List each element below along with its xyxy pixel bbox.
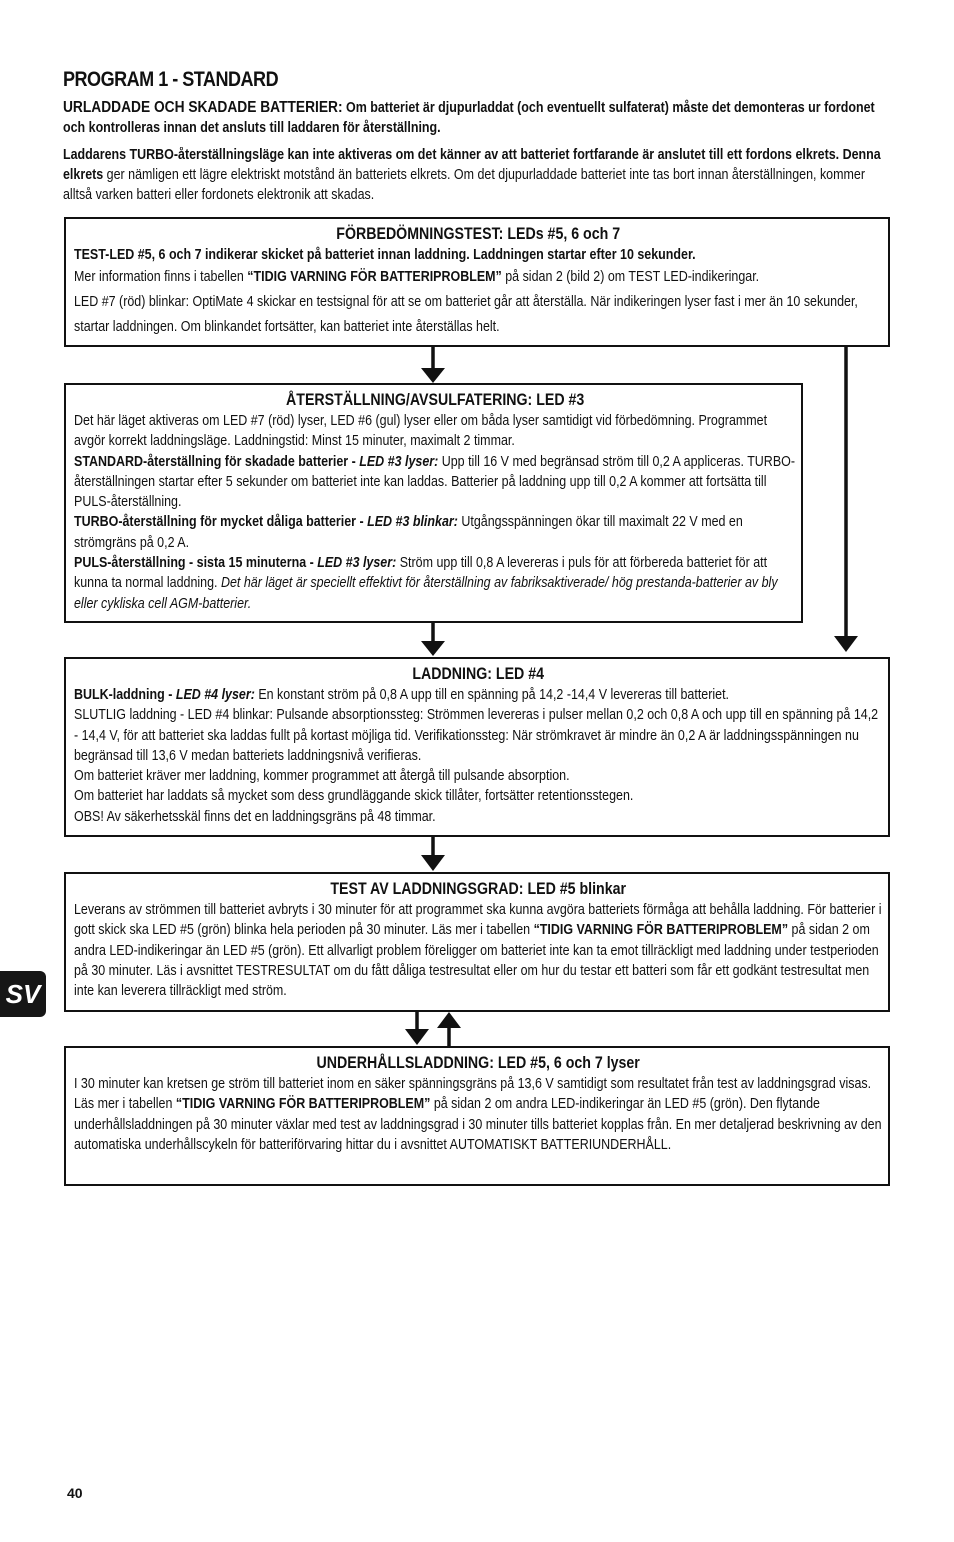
soc-test-ref: “TIDIG VARNING FÖR BATTERIPROBLEM” xyxy=(533,922,789,939)
recovery-intro: Det här läget aktiveras om LED #7 (röd) lyser, LED #6 (gul) lyser eller om båda lyser samtidigt vid förbedömning. Programmet avgör korrekt laddningsläge. Laddningstid: Minst 15 minuter, maximalt 2 timmar. xyxy=(74,413,768,450)
soc-test-box xyxy=(64,872,890,1012)
intro-heading: URLADDADE OCH SKADADE BATTERIER: xyxy=(63,99,343,116)
assessment-line2-ref: “TIDIG VARNING FÖR BATTERIPROBLEM” xyxy=(247,269,502,285)
charging-title: LADDNING: LED #4 xyxy=(412,665,545,683)
recovery-puls-label: PULS-återställning - sista 15 minuterna - xyxy=(74,555,318,572)
soc-test-text-a: Leverans av strömmen till batteriet avbryts i 30 minuter för att programmet ska kunna avgöra batteriets förmåga att behålla laddning. För batterier i gott skick ska LED #5 (grön) blinka hela perioden på 30 minuter. Läs mer i tabellen xyxy=(74,902,882,939)
arrowhead-up xyxy=(437,1012,461,1028)
charging-bulk-text: En konstant ström på 0,8 A upp till en spänning på 14,2 -14,4 V levereras till batteriet. xyxy=(254,687,730,703)
soc-test-text-b: på sidan 2 om andra LED-indikeringar än LED #5 (grön). Ett allvarligt problem föreligger om batteriet inte kan ta emot tillräckligt med laddning under testperioden på 30 minuter. Läs i avsnittet TESTRESULTAT om du fått dåliga testresultat eller om hur du testar ett batteri som får ett godkänt testresultat men inte kan leverera tillräckligt med ström. xyxy=(74,922,879,1000)
assessment-line2-a: Mer information finns i tabellen xyxy=(74,269,248,285)
charging-bulk-label: BULK-laddning - xyxy=(74,687,176,703)
arrowhead-2 xyxy=(421,641,445,656)
maintenance-ref: “TIDIG VARNING FÖR BATTERIPROBLEM” xyxy=(175,1096,431,1113)
charging-bulk-led: LED #4 lyser: xyxy=(175,687,255,703)
recovery-puls-text: Ström upp till 0,8 A levereras i puls för att förbereda batteriet för att kunna ta normal laddning. xyxy=(74,555,768,592)
assessment-line3: LED #7 (röd) blinkar: OptiMate 4 skickar en testsignal för att se om batteriet går att återställa. När indikeringen lyser fast i mer än 10 sekunder, startar laddningen. Om blinkandet fortsätter, kan batteriet inte återställas helt. xyxy=(74,294,858,335)
charging-more: Om batteriet kräver mer laddning, kommer programmet att återgå till pulsande absorption. xyxy=(74,768,570,785)
arrowhead-1 xyxy=(421,368,445,383)
recovery-standard-label: STANDARD-återställning för skadade batterier - xyxy=(74,453,360,470)
maintenance-title: UNDERHÅLLSLADDNING: LED #5, 6 och 7 lyser xyxy=(316,1054,640,1072)
recovery-turbo-text: Utgångsspänningen ökar till maximalt 22 V med en strömgräns på 0,2 A. xyxy=(74,514,743,551)
language-tab: SV xyxy=(0,971,46,1017)
recovery-puls-note: Det här läget är speciellt effektivt för återställning av fabriksaktiverade/ hög prestanda-batterier av bly eller cykliska cell AGM-batterier. xyxy=(74,575,778,612)
charging-final: SLUTLIG laddning - LED #4 blinkar: Pulsande absorptionssteg: Strömmen levereras i pulser mellan 0,2 och 0,8 A och upp till en spänning på 14,2 - 14,4 V, för att batteriet ska laddas fullt på kortast möjliga tid. Verifikationssteg: När strömkravet är mindre än 0,2 A är laddningsspänningen nu begränsad till 13,6 V medan batteriets laddningsnivå verifieras. xyxy=(74,707,879,764)
recovery-box xyxy=(64,383,803,623)
recovery-standard xyxy=(74,452,796,513)
intro-p2-bold: Laddarens TURBO-återställningsläge kan inte aktiveras om det känner av att batteriet fortfarande är anslutet till ett fordons elkrets. Denna elkrets xyxy=(63,147,881,183)
assessment-line2 xyxy=(74,265,882,290)
charging-bulk xyxy=(74,685,882,705)
assessment-line1: TEST-LED #5, 6 och 7 indikerar skicket på batteriet innan laddning. Laddningen startar efter 10 sekunder. xyxy=(74,247,696,263)
arrowhead-down xyxy=(405,1029,429,1045)
recovery-puls-led: LED #3 lyser: xyxy=(317,555,397,572)
recovery-standard-led: LED #3 lyser: xyxy=(359,453,439,470)
charging-retention: Om batteriet har laddats så mycket som dess grundläggande skick tillåter, fortsätter retentionsstegen. xyxy=(74,788,634,805)
page-number: 40 xyxy=(67,1485,83,1501)
intro-p2-text: ger nämligen ett lägre elektriskt motstånd än batteriets elkrets. Om det djupurladdade batteriet inte tas bort innan återställningen, kommer alltså varken batteri eller fordonets elektronik att skadas. xyxy=(63,167,865,203)
assessment-box xyxy=(64,217,890,347)
assessment-title: FÖRBEDÖMNINGSTEST: LEDs #5, 6 och 7 xyxy=(336,225,621,243)
arrowhead-bypass xyxy=(834,636,858,652)
recovery-title: ÅTERSTÄLLNING/AVSULFATERING: LED #3 xyxy=(286,391,585,409)
intro-p1-text: Om batteriet är djupurladdat (och eventuellt sulfaterat) måste det demonteras ur fordonet och kontrolleras innan det ansluts till laddaren för återställning. xyxy=(63,100,875,136)
maintenance-text-a: I 30 minuter kan kretsen ge ström till batteriet inom en säker spänningsgräns på 13,6 V samtidigt som resultatet från test av laddningsgrad visas. Läs mer i tabellen xyxy=(74,1076,872,1113)
arrowhead-3 xyxy=(421,855,445,871)
charging-box xyxy=(64,657,890,837)
soc-test-title: TEST AV LADDNINGSGRAD: LED #5 blinkar xyxy=(330,880,627,898)
recovery-turbo-led: LED #3 blinkar: xyxy=(367,514,458,531)
soc-test-text xyxy=(74,900,882,1001)
assessment-line2-b: på sidan 2 (bild 2) om TEST LED-indikeringar. xyxy=(501,269,760,285)
maintenance-text-b: på sidan 2 om andra LED-indikeringar än LED #5 (grön). Den flytande underhållsladdningen på 30 minuter växlar med test av laddningsgrad i 30 minuter tills batteriet kopplas från. En mer detaljerad beskrivning av den automatiska underhållscykeln för batteriförvaring hittar du i avsnittet AUTOMATISKT BATTERIUNDERHÅLL. xyxy=(74,1096,882,1153)
maintenance-text xyxy=(74,1074,882,1155)
page-title: PROGRAM 1 - STANDARD xyxy=(63,68,279,91)
maintenance-box xyxy=(64,1046,890,1186)
recovery-turbo-label: TURBO-återställning för mycket dåliga batterier - xyxy=(74,514,368,531)
recovery-turbo xyxy=(74,512,796,553)
recovery-standard-text: Upp till 16 V med begränsad ström till 0,2 A appliceras. TURBO-återställningen startar efter 5 sekunder om batteriet inte kan laddas. Batterier på laddning upp till 0,2 A kommer att fortsätta till PULS-återställning. xyxy=(74,453,795,511)
recovery-puls xyxy=(74,553,796,614)
charging-obs: OBS! Av säkerhetsskäl finns det en laddningsgräns på 48 timmar. xyxy=(74,808,436,825)
